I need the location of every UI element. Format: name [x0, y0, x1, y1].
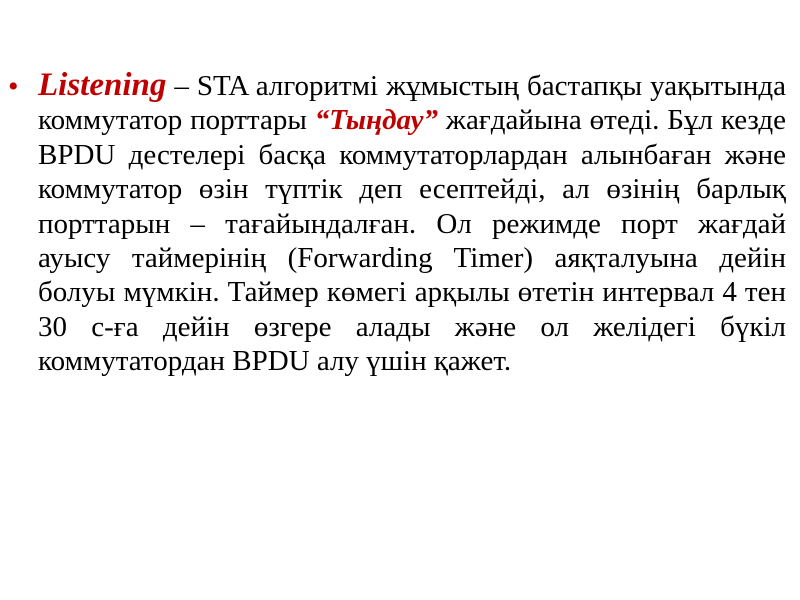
bullet-paragraph: [38, 68, 786, 379]
text-after-quote: жағдайына өтеді. Бұл кезде BPDU дестелері басқа коммутаторлардан алынбаған және коммутатор өзін түптік деп есептейді, ал өзінің барлық порттарын – тағайындалған. Ол режимде порт жағдай ауысу таймерінің (Forwarding Timer) аяқталуына дейін болуы мүмкін. Таймер көмегі арқылы өтетін интервал 4 тен 30 с-ға дейін өзгере алады және ол желідегі бүкіл коммутатордан BPDU алу үшін қажет.: [38, 104, 786, 378]
text-before-quote: – STA алгоритмі жұмыстың бастапқы уақытында коммутатор порттары: [38, 70, 786, 137]
bullet-marker: •: [8, 70, 19, 103]
bullet-item: [8, 68, 786, 379]
term-listening: Listening: [38, 67, 167, 103]
quoted-state: “Тыңдау”: [314, 104, 438, 137]
